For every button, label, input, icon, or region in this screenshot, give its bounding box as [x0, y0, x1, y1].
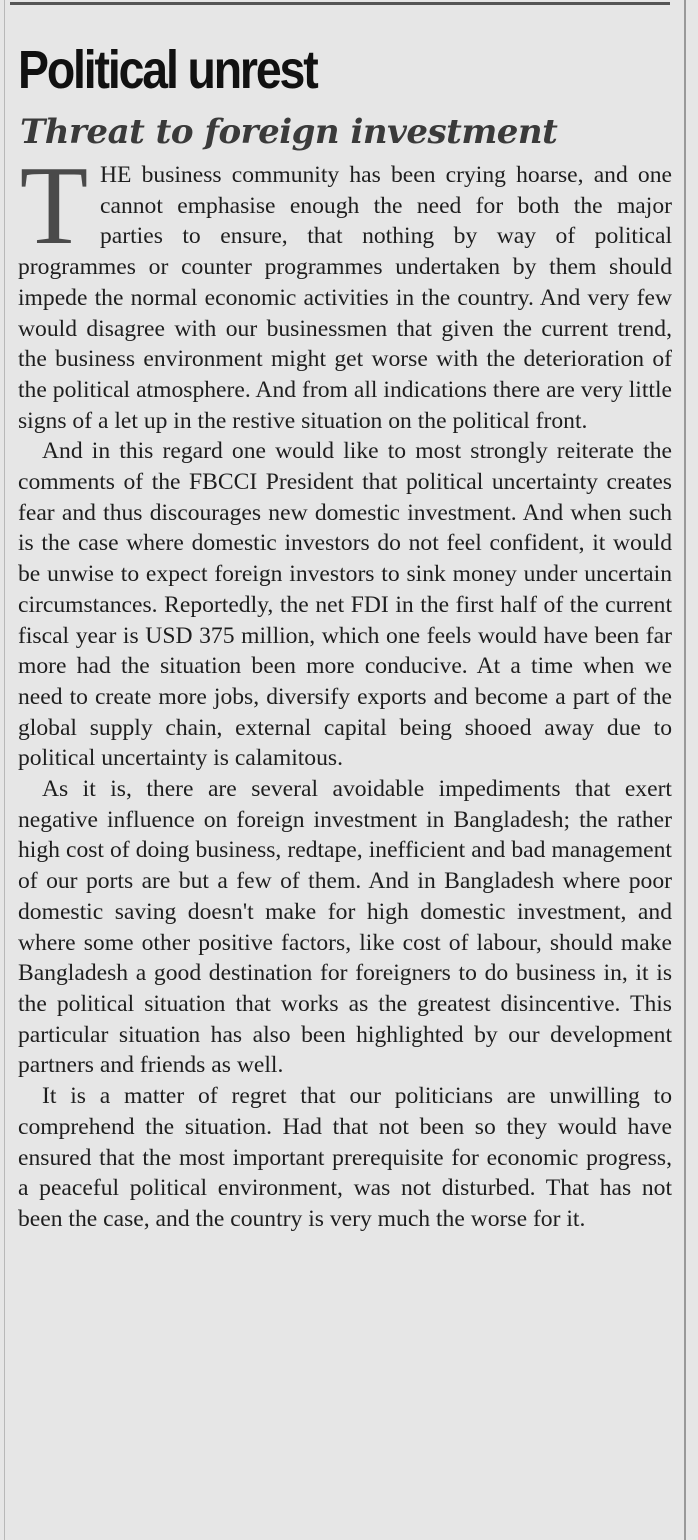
- drop-cap: T: [19, 144, 89, 268]
- paragraph-1: [18, 144, 672, 436]
- subheadline: Threat to foreign investment: [20, 112, 558, 152]
- paragraph-1-text: HE business community has been crying hoarse, and one cannot emphasise enough the need for both the major parties to ensure, that nothing by way of political programmes or counter programmes undertaken by them should impede the normal economic activities in the country. And very few would disagree with our businessmen that given the current trend, the business environment might get worse with the deterioration of the political atmosphere. And from all indications there are very little signs of a let up in the restive situation on the political front.: [18, 162, 672, 434]
- right-column-rule: [684, 0, 686, 1540]
- top-rule-divider: [10, 2, 670, 5]
- paragraph-3: As it is, there are several avoidable impediments that exert negative influence on foreign investment in Bangladesh; the rather high cost of doing business, redtape, inefficient and bad management of our ports are but a few of them. And in Bangladesh where poor domestic saving doesn't make for high domestic investment, and where some other positive factors, like cost of labour, should make Bangladesh a good destination for foreigners to do business in, it is the political situation that works as the greatest disincentive. This particular situation has also been highlighted by our development partners and friends as well.: [18, 776, 672, 1079]
- article-body: [18, 144, 672, 1235]
- paragraph-2: And in this regard one would like to most strongly reiterate the comments of the FBCCI President that political uncertainty creates fear and thus discourages new domestic investment. And when such is the case where domestic investors do not feel confident, it would be unwise to expect foreign investors to sink money under uncertain circumstances. Reportedly, the net FDI in the first half of the current fiscal year is USD 375 million, which one feels would have been far more had the situation been more conducive. At a time when we need to create more jobs, diversify exports and become a part of the global supply chain, external capital being shooed away due to political uncertainty is calamitous.: [18, 438, 672, 772]
- paragraph-4: It is a matter of regret that our politicians are unwilling to comprehend the situation. Had that not been so they would have ensured that the most important prerequisite for economic progress, a peaceful political environment, was not disturbed. That has not been the case, and the country is very much the worse for it.: [18, 1083, 672, 1232]
- left-column-rule: [4, 0, 5, 1540]
- headline: Political unrest: [18, 40, 317, 100]
